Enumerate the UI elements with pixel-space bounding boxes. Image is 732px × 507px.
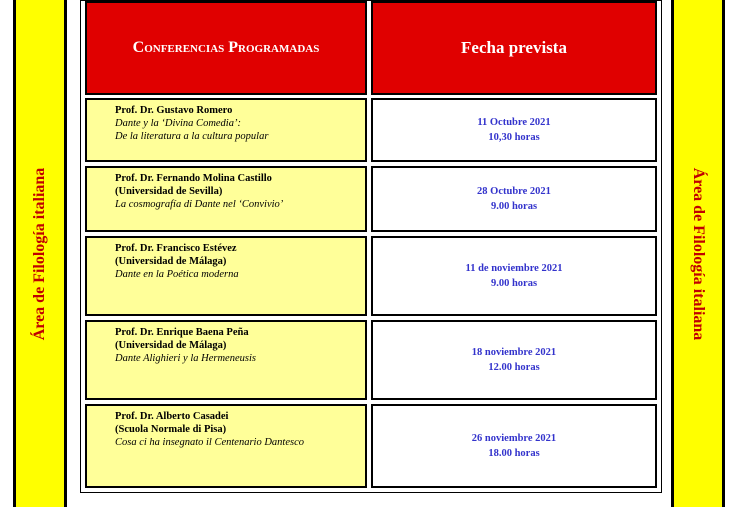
table-row-speaker — [85, 236, 367, 316]
left-side-label: Área de Filología italiana — [31, 167, 48, 340]
speaker-column-header-text: Conferencias Programadas — [132, 39, 320, 56]
talk-title: Dante en la Poética moderna — [115, 269, 239, 280]
talk-date: 28 Octubre 2021 — [477, 186, 551, 197]
talk-title: De la literatura a la cultura popular — [115, 131, 269, 142]
table-row-date — [371, 166, 657, 232]
talk-title: Cosa ci ha insegnato il Centenario Dantesco — [115, 437, 304, 448]
talk-time: 9.00 horas — [490, 201, 538, 212]
table-row-speaker — [85, 320, 367, 400]
talk-date: 18 noviembre 2021 — [471, 347, 557, 358]
talk-title: Dante Alighieri y la Hermeneusis — [115, 353, 256, 364]
date-column-header-text: Fecha prevista — [461, 38, 567, 57]
speaker-name: Prof. Dr. Francisco Estévez — [115, 243, 237, 254]
speaker-column-header — [85, 1, 367, 95]
left-side-band — [13, 0, 67, 507]
conference-schedule-table — [80, 0, 662, 493]
talk-title: Dante y la ‘Divina Comedia’: — [115, 118, 241, 129]
table-row-date — [371, 236, 657, 316]
talk-time: 12.00 horas — [488, 362, 540, 373]
table-row-speaker — [85, 404, 367, 488]
date-column-header — [371, 1, 657, 95]
talk-time: 10,30 horas — [488, 132, 540, 143]
table-row-speaker — [85, 98, 367, 162]
right-side-label: Área de Filología italiana — [690, 167, 707, 340]
talk-date: 11 de noviembre 2021 — [465, 263, 563, 274]
speaker-name: Prof. Dr. Alberto Casadei — [115, 411, 229, 422]
right-side-band — [671, 0, 725, 507]
table-row-date — [371, 404, 657, 488]
bottom-margin — [80, 493, 662, 507]
table-row-date — [371, 320, 657, 400]
speaker-affiliation: (Scuola Normale di Pisa) — [115, 424, 227, 435]
talk-title: La cosmografía di Dante nel ‘Convivio’ — [115, 199, 284, 210]
table-row-date — [371, 98, 657, 162]
speaker-affiliation: (Universidad de Málaga) — [115, 340, 227, 351]
talk-time: 18.00 horas — [488, 448, 540, 459]
speaker-name: Prof. Dr. Enrique Baena Peña — [115, 327, 249, 338]
talk-date: 26 noviembre 2021 — [471, 433, 557, 444]
speaker-name: Prof. Dr. Gustavo Romero — [115, 105, 233, 116]
speaker-affiliation: (Universidad de Málaga) — [115, 256, 227, 267]
speaker-name: Prof. Dr. Fernando Molina Castillo — [115, 173, 272, 184]
speaker-affiliation: (Universidad de Sevilla) — [115, 186, 223, 197]
talk-date: 11 Octubre 2021 — [477, 117, 551, 128]
table-row-speaker — [85, 166, 367, 232]
talk-time: 9.00 horas — [490, 278, 538, 289]
